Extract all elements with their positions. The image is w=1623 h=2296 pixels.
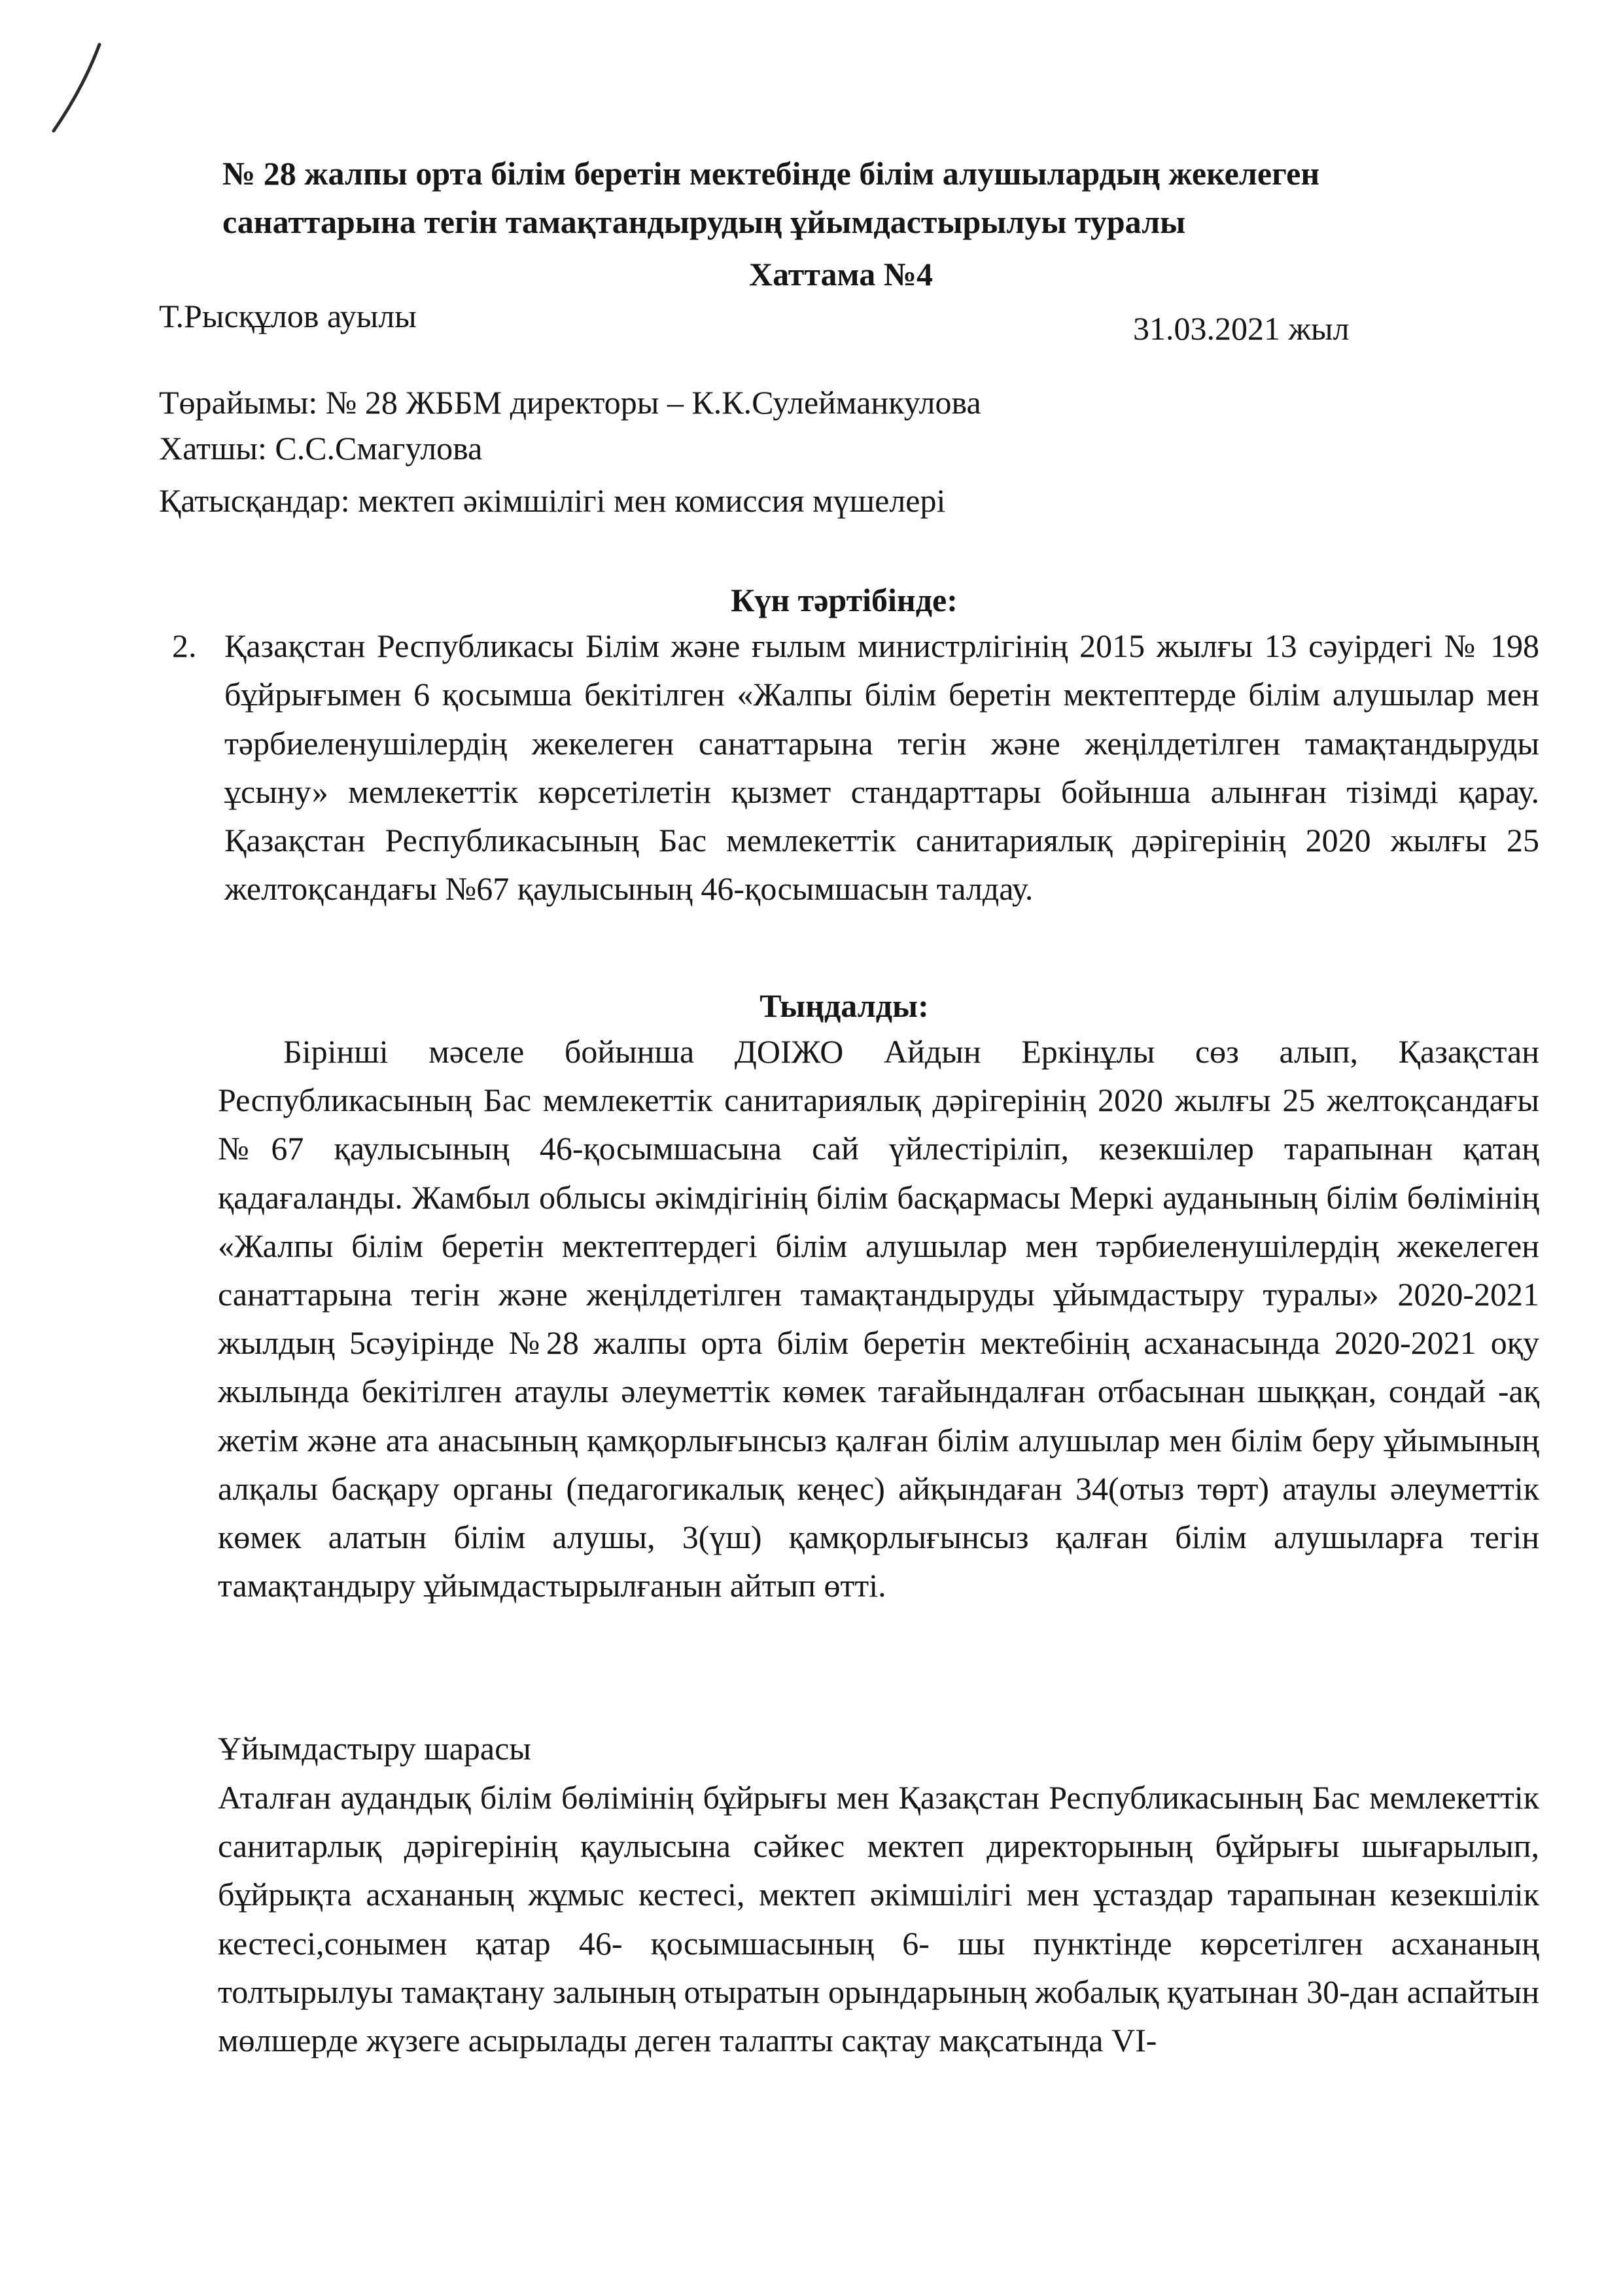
title-line-1: № 28 жалпы орта білім беретін мектебінде білім алушылардың жекелеген xyxy=(222,155,1320,192)
attendees: Қатысқандар: мектеп әкімшілігі мен комиссия мүшелері xyxy=(159,482,946,519)
place-of-meeting: Т.Рысқұлов ауылы xyxy=(159,298,417,334)
heard-heading: Тыңдалды: xyxy=(759,987,929,1024)
title-line-2: санаттарына тегін тамақтандырудың ұйымдастырылуы туралы xyxy=(222,203,1186,240)
document-title xyxy=(222,149,1570,246)
meeting-date: 31.03.2021 жыл xyxy=(1133,310,1350,347)
pen-stroke-mark xyxy=(39,39,111,137)
agenda-item xyxy=(172,622,1539,913)
agenda-list xyxy=(172,622,1539,913)
agenda-heading: Күн тәртібінде: xyxy=(731,582,958,618)
agenda-item-number: 2. xyxy=(172,627,197,664)
measures-paragraph: Аталған аудандық білім бөлімінің бұйрығы мен Қазақстан Республикасының Бас мемлекеттік санитарлық дәрігерінің қаулысына сәйкес мектеп директорының бұйрығы шығарылып, бұйрықта асхананың жұмыс кестесі, мектеп әкімшілігі мен ұстаздар тарапынан кезекшілік кестесі,сонымен қатар 46- қосымшасының 6- шы пунктінде көрсетілген асхананың толтырылуы тамақтану залының отыратын орындарының жобалық қуатынан 30-дан аспайтын мөлшерде жүзеге асырылады деген талапты сақтау мақсатында VI- xyxy=(218,1779,1539,2059)
protocol-number: Хаттама №4 xyxy=(748,256,933,292)
chairperson: Төрайымы: № 28 ЖББМ директоры – К.К.Сулейманкулова xyxy=(159,384,981,421)
secretary: Хатшы: С.С.Смагулова xyxy=(159,430,483,467)
agenda-item-text: Қазақстан Республикасы Білім және ғылым министрлігінің 2015 жылғы 13 сәуірдегі № 198 бұйрығымен 6 қосымша бекітілген «Жалпы білім беретін мектептерде білім алушылар мен тәрбиеленушілердің жекелеген санаттарына тегін және жеңілдетілген тамақтандыруды ұсыну» мемлекеттік көрсетілетін қызмет стандарттары бойынша алынған тізімді қарау. Қазақстан Республикасының Бас мемлекеттік санитариялық дәрігерінің 2020 жылғы 25 желтоқсандағы №67 қаулысының 46-қосымшасын талдау. xyxy=(224,627,1539,908)
heard-paragraph: Бірінші мәселе бойынша ДОІЖО Айдын Еркінұлы сөз алып, Қазақстан Республикасының Бас мемлекеттік санитариялық дәрігерінің 2020 жылғы 25 желтоқсандағы №67 қаулысының 46-қосымшасына сай үйлестіріліп, кезекшілер тарапынан қатаң қадағаланды. Жамбыл облысы әкімдігінің білім басқармасы Меркі ауданының білім бөлімінің «Жалпы білім беретін мектептердегі білім алушылар мен тәрбиеленушілердің жекелеген санаттарына тегін және жеңілдетілген тамақтандыруды ұйымдастыру туралы» 2020-2021 жылдың 5сәуірінде №28 жалпы орта білім беретін мектебінің асханасында 2020-2021 оқу жылында бекітілген атаулы әлеуметтік көмек тағайындалған отбасынан шыққан, сондай -ақ жетім және ата анасының қамқорлығынсыз қалған білім алушылар мен білім беру ұйымының алқалы басқару органы (педагогикалық кеңес) айқындаған 34(отыз төрт) атаулы әлеуметтік көмек алатын білім алушы, 3(үш) қамқорлығынсыз қалған білім алушыларға тегін тамақтандыру ұйымдастырылғанын айтып өтті. xyxy=(218,1033,1539,1604)
measures-label: Ұйымдастыру шарасы xyxy=(218,1730,531,1767)
